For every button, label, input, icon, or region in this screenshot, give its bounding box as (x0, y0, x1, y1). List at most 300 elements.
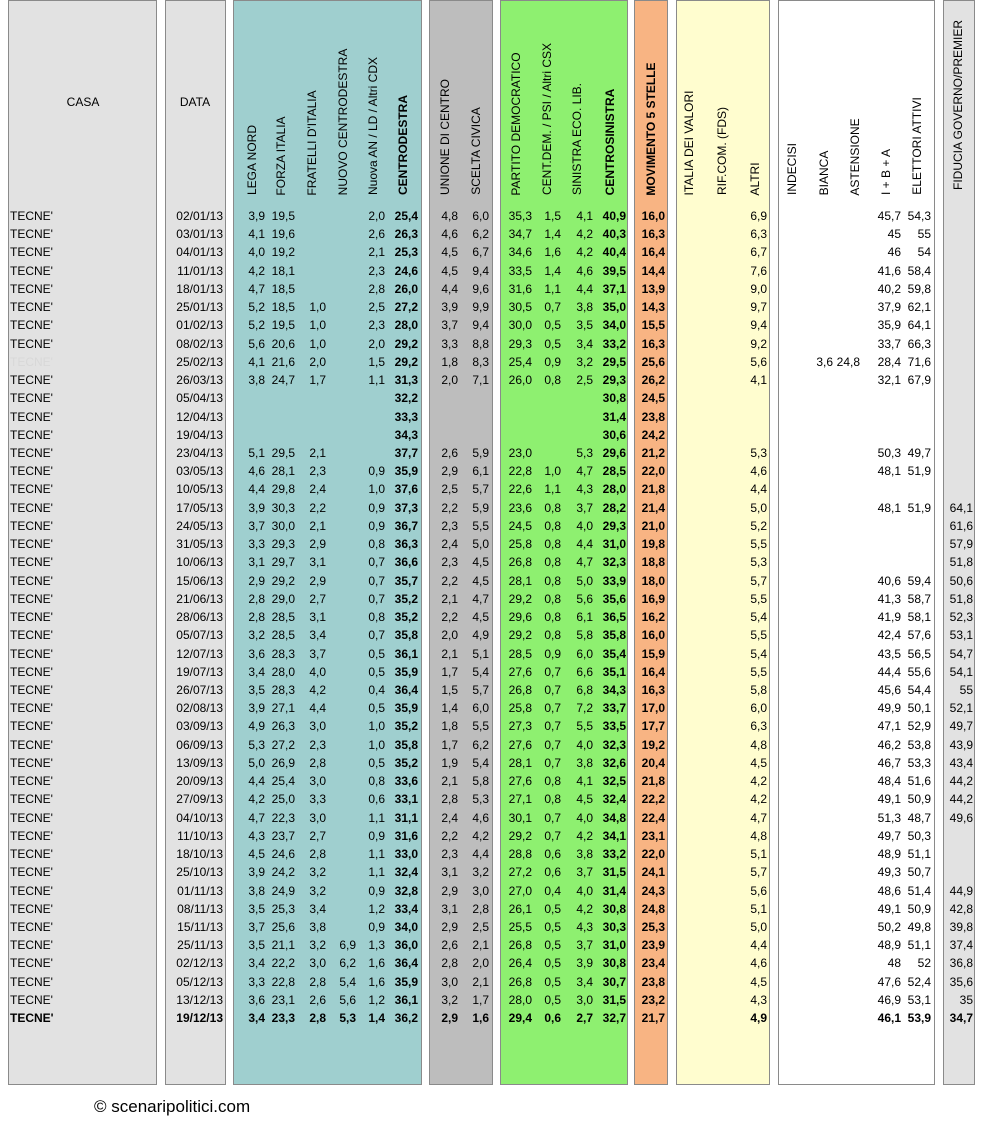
cdem-cell: 0,9 (544, 646, 561, 661)
fid-cell: 44,2 (949, 774, 973, 789)
nan-cell: 2,1 (368, 245, 385, 260)
data-cell: 02/12/13 (176, 956, 223, 971)
m5s-cell: 21,8 (641, 482, 665, 497)
csx-cell: 28,0 (602, 482, 626, 497)
udc-cell: 1,8 (441, 354, 458, 369)
altri-cell: 6,0 (750, 701, 767, 716)
ea-cell: 52 (917, 956, 931, 971)
ea-cell: 66,3 (907, 336, 931, 351)
iba-cell: 48,1 (877, 464, 901, 479)
lega-cell: 3,8 (248, 373, 265, 388)
altri-cell: 4,2 (750, 792, 767, 807)
fi-cell: 21,1 (271, 938, 295, 953)
iba-cell: 40,2 (877, 281, 901, 296)
lega-cell: 4,4 (248, 774, 265, 789)
sel-cell: 4,2 (576, 901, 593, 916)
csx-cell: 33,5 (602, 719, 626, 734)
m5s-cell: 25,6 (641, 354, 665, 369)
ea-cell: 53,9 (907, 1011, 931, 1026)
sc-cell: 4,5 (472, 573, 489, 588)
lega-cell: 3,7 (248, 518, 265, 533)
udc-cell: 1,9 (441, 755, 458, 770)
casa-cell: TECNE' (10, 956, 53, 971)
sc-cell: 8,3 (472, 354, 489, 369)
altri-cell: 4,6 (750, 464, 767, 479)
m5s-cell: 17,7 (641, 719, 665, 734)
casa-cell: TECNE' (10, 682, 53, 697)
cdem-cell: 0,7 (544, 719, 561, 734)
table-row (0, 754, 985, 772)
casa-cell: TECNE' (10, 500, 53, 515)
udc-cell: 2,9 (441, 883, 458, 898)
table-row (0, 280, 985, 298)
cdem-cell: 0,8 (544, 792, 561, 807)
csx-cell: 31,5 (602, 865, 626, 880)
fdi-cell: 3,4 (309, 628, 326, 643)
sel-cell: 2,7 (576, 1011, 593, 1026)
cdx-cell: 36,3 (394, 537, 418, 552)
cdem-cell: 0,7 (544, 701, 561, 716)
altri-cell: 9,2 (750, 336, 767, 351)
sc-cell: 4,5 (472, 555, 489, 570)
cdx-cell: 34,3 (394, 427, 418, 442)
altri-cell: 4,4 (750, 938, 767, 953)
sc-cell: 9,6 (472, 281, 489, 296)
ea-cell: 71,6 (907, 354, 931, 369)
cdem-cell: 0,8 (544, 555, 561, 570)
fi-cell: 24,6 (271, 847, 295, 862)
csx-cell: 37,1 (602, 281, 626, 296)
table-row (0, 371, 985, 389)
m5s-cell: 22,0 (641, 464, 665, 479)
fid-cell: 39,8 (949, 919, 973, 934)
lega-cell: 3,4 (248, 664, 265, 679)
lega-cell: 4,9 (248, 719, 265, 734)
table-row (0, 1009, 985, 1027)
ea-cell: 53,1 (907, 992, 931, 1007)
header-nan: Nuova AN / LD / Altri CDX (366, 56, 380, 196)
casa-cell: TECNE' (10, 810, 53, 825)
data-cell: 12/04/13 (176, 409, 223, 424)
cdem-cell: 1,1 (544, 281, 561, 296)
fid-cell: 54,1 (949, 664, 973, 679)
sel-cell: 7,2 (576, 701, 593, 716)
casa-cell: TECNE' (10, 974, 53, 989)
cdx-cell: 35,9 (394, 974, 418, 989)
table-row (0, 207, 985, 225)
sel-cell: 6,6 (576, 664, 593, 679)
pd-cell: 33,5 (508, 263, 532, 278)
iba-cell: 37,9 (877, 300, 901, 315)
fi-cell: 28,5 (271, 628, 295, 643)
lega-cell: 4,2 (248, 792, 265, 807)
fi-cell: 22,2 (271, 956, 295, 971)
table-row (0, 608, 985, 626)
ncd-cell: 6,2 (339, 956, 356, 971)
sel-cell: 4,5 (576, 792, 593, 807)
cdem-cell: 0,7 (544, 300, 561, 315)
nan-cell: 0,9 (368, 464, 385, 479)
csx-cell: 36,5 (602, 610, 626, 625)
fid-cell: 53,1 (949, 628, 973, 643)
cdx-cell: 28,0 (394, 318, 418, 333)
casa-cell: TECNE' (10, 555, 53, 570)
csx-cell: 33,7 (602, 701, 626, 716)
table-row (0, 645, 985, 663)
data-cell: 24/05/13 (176, 518, 223, 533)
sc-cell: 2,8 (472, 901, 489, 916)
m5s-cell: 16,9 (641, 591, 665, 606)
ncd-cell: 5,3 (339, 1011, 356, 1026)
data-cell: 20/09/13 (176, 774, 223, 789)
fid-cell: 55 (959, 682, 973, 697)
cdx-cell: 31,1 (394, 810, 418, 825)
lega-cell: 3,5 (248, 938, 265, 953)
cdem-cell: 0,8 (544, 610, 561, 625)
csx-cell: 31,5 (602, 992, 626, 1007)
udc-cell: 2,9 (441, 464, 458, 479)
m5s-cell: 18,8 (641, 555, 665, 570)
cdem-cell: 0,7 (544, 664, 561, 679)
m5s-cell: 16,4 (641, 664, 665, 679)
sc-cell: 5,3 (472, 792, 489, 807)
csx-cell: 31,0 (602, 938, 626, 953)
fi-cell: 29,0 (271, 591, 295, 606)
pd-cell: 29,6 (508, 610, 532, 625)
fid-cell: 52,3 (949, 610, 973, 625)
nan-cell: 1,6 (368, 974, 385, 989)
fdi-cell: 1,0 (309, 318, 326, 333)
data-cell: 12/07/13 (176, 646, 223, 661)
ncd-cell: 6,9 (339, 938, 356, 953)
sel-cell: 3,8 (576, 755, 593, 770)
iba-cell: 33,7 (877, 336, 901, 351)
iba-cell: 41,9 (877, 610, 901, 625)
altri-cell: 4,3 (750, 992, 767, 1007)
ea-cell: 51,6 (907, 774, 931, 789)
fi-cell: 24,7 (271, 373, 295, 388)
csx-cell: 32,3 (602, 555, 626, 570)
sel-cell: 4,0 (576, 883, 593, 898)
data-cell: 01/11/13 (177, 883, 223, 898)
pd-cell: 25,5 (508, 919, 532, 934)
fi-cell: 25,6 (271, 919, 295, 934)
fdi-cell: 4,0 (309, 664, 326, 679)
table-row (0, 426, 985, 444)
fid-cell: 57,9 (949, 537, 973, 552)
nan-cell: 0,9 (368, 919, 385, 934)
fi-cell: 28,0 (271, 664, 295, 679)
altri-cell: 5,6 (750, 883, 767, 898)
fi-cell: 19,6 (271, 227, 295, 242)
ea-cell: 54 (917, 245, 931, 260)
lega-cell: 5,6 (248, 336, 265, 351)
table-row (0, 790, 985, 808)
cdx-cell: 35,2 (394, 591, 418, 606)
cdem-cell: 0,4 (544, 883, 561, 898)
cdx-cell: 32,4 (394, 865, 418, 880)
pd-cell: 27,6 (508, 774, 532, 789)
csx-cell: 30,8 (602, 391, 626, 406)
altri-cell: 4,6 (750, 956, 767, 971)
m5s-cell: 22,2 (641, 792, 665, 807)
pd-cell: 27,0 (508, 883, 532, 898)
casa-cell: TECNE' (10, 445, 53, 460)
sel-cell: 3,7 (576, 938, 593, 953)
pd-cell: 25,8 (508, 537, 532, 552)
casa-cell: TECNE' (10, 1011, 54, 1026)
cdx-cell: 35,9 (394, 664, 418, 679)
casa-cell: TECNE' (10, 537, 53, 552)
cdem-cell: 0,5 (544, 992, 561, 1007)
pd-cell: 23,0 (508, 445, 532, 460)
nan-cell: 1,5 (368, 354, 385, 369)
fid-cell: 37,4 (949, 938, 973, 953)
fdi-cell: 3,1 (309, 610, 326, 625)
table-row (0, 900, 985, 918)
altri-cell: 5,4 (750, 646, 767, 661)
header-csx: CENTROSINISTRA (603, 88, 617, 195)
fdi-cell: 2,3 (309, 737, 326, 752)
pd-cell: 29,2 (508, 628, 532, 643)
udc-cell: 3,7 (441, 318, 458, 333)
sel-cell: 5,8 (576, 628, 593, 643)
m5s-cell: 25,3 (641, 919, 665, 934)
lega-cell: 2,8 (248, 591, 265, 606)
lega-cell: 3,9 (248, 701, 265, 716)
fdi-cell: 2,8 (309, 755, 326, 770)
cdem-cell: 1,4 (544, 227, 561, 242)
udc-cell: 2,2 (441, 828, 458, 843)
header-ea: ELETTORI ATTIVI (910, 97, 924, 195)
udc-cell: 2,3 (441, 847, 458, 862)
m5s-cell: 14,3 (641, 300, 665, 315)
cdx-cell: 36,4 (394, 956, 418, 971)
sel-cell: 4,6 (576, 263, 593, 278)
fi-cell: 19,5 (271, 209, 295, 223)
fdi-cell: 4,2 (309, 682, 326, 697)
m5s-cell: 16,3 (641, 336, 665, 351)
ea-cell: 59,8 (907, 281, 931, 296)
cdem-cell: 0,5 (544, 974, 561, 989)
header-cdem: CENT.DEM. / PSI / Altri CSX (540, 42, 554, 196)
cdem-cell: 0,7 (544, 682, 561, 697)
altri-cell: 9,4 (750, 318, 767, 333)
ea-cell: 51,1 (907, 938, 931, 953)
fi-cell: 29,3 (271, 537, 295, 552)
cdx-cell: 36,1 (394, 992, 418, 1007)
fdi-cell: 2,7 (309, 591, 326, 606)
ncd-cell: 5,6 (339, 992, 356, 1007)
sel-cell: 4,0 (576, 737, 593, 752)
lega-cell: 3,4 (248, 956, 265, 971)
m5s-cell: 24,1 (641, 865, 665, 880)
pd-cell: 27,6 (508, 737, 532, 752)
sc-cell: 1,7 (472, 992, 489, 1007)
table-row (0, 936, 985, 954)
nan-cell: 0,5 (368, 701, 385, 716)
fdi-cell: 2,0 (309, 354, 326, 369)
csx-cell: 32,7 (602, 1011, 626, 1026)
data-cell: 06/09/13 (176, 737, 223, 752)
udc-cell: 2,5 (441, 482, 458, 497)
header-altri: ALTRI (748, 161, 762, 196)
pd-cell: 27,6 (508, 664, 532, 679)
sel-cell: 4,3 (576, 482, 593, 497)
altri-cell: 5,1 (750, 847, 767, 862)
nan-cell: 0,8 (368, 610, 385, 625)
data-cell: 26/03/13 (176, 373, 223, 388)
data-cell: 23/04/13 (176, 445, 223, 460)
altri-cell: 9,0 (750, 281, 767, 296)
m5s-cell: 24,8 (641, 901, 665, 916)
sc-cell: 5,5 (472, 518, 489, 533)
casa-cell: TECNE' (10, 737, 53, 752)
lega-cell: 3,9 (248, 209, 265, 223)
cdx-cell: 37,3 (394, 500, 418, 515)
m5s-cell: 16,0 (641, 628, 665, 643)
data-cell: 05/04/13 (176, 391, 223, 406)
casa-cell: TECNE' (10, 354, 53, 369)
fi-cell: 18,5 (271, 281, 295, 296)
table-row (0, 480, 985, 498)
altri-cell: 5,0 (750, 919, 767, 934)
fdi-cell: 3,1 (309, 555, 326, 570)
header-iba: I + B + A (879, 148, 893, 196)
fi-cell: 29,7 (271, 555, 295, 570)
csx-cell: 34,8 (602, 810, 626, 825)
sel-cell: 3,8 (576, 847, 593, 862)
iba-cell: 48,4 (877, 774, 901, 789)
nan-cell: 2,6 (368, 227, 385, 242)
pd-cell: 27,2 (508, 865, 532, 880)
fdi-cell: 3,2 (309, 938, 326, 953)
m5s-cell: 24,5 (641, 391, 665, 406)
ea-cell: 53,3 (907, 755, 931, 770)
cdx-cell: 36,6 (394, 555, 418, 570)
lega-cell: 3,9 (248, 865, 265, 880)
sel-cell: 4,0 (576, 518, 593, 533)
pd-cell: 26,1 (508, 901, 532, 916)
m5s-cell: 16,3 (641, 682, 665, 697)
csx-cell: 29,6 (602, 445, 626, 460)
ea-cell: 56,5 (907, 646, 931, 661)
cdem-cell: 0,5 (544, 919, 561, 934)
sel-cell: 4,4 (576, 537, 593, 552)
ea-cell: 52,4 (907, 974, 931, 989)
nan-cell: 1,2 (368, 992, 385, 1007)
fi-cell: 23,1 (271, 992, 295, 1007)
cdx-cell: 29,2 (394, 336, 418, 351)
fdi-cell: 3,2 (309, 883, 326, 898)
csx-cell: 32,5 (602, 774, 626, 789)
udc-cell: 3,3 (441, 336, 458, 351)
table-row (0, 827, 985, 845)
cdx-cell: 36,1 (394, 646, 418, 661)
nan-cell: 1,1 (368, 373, 385, 388)
cdem-cell: 0,7 (544, 828, 561, 843)
cdem-cell: 0,8 (544, 774, 561, 789)
cdx-cell: 33,0 (394, 847, 418, 862)
m5s-cell: 23,1 (641, 828, 665, 843)
fdi-cell: 2,8 (309, 847, 326, 862)
table-row (0, 663, 985, 681)
nan-cell: 0,6 (368, 792, 385, 807)
m5s-cell: 23,4 (641, 956, 665, 971)
casa-cell: TECNE' (10, 610, 53, 625)
fid-cell: 49,6 (949, 810, 973, 825)
fdi-cell: 2,6 (309, 992, 326, 1007)
iba-cell: 35,9 (877, 318, 901, 333)
data-cell: 19/12/13 (176, 1011, 223, 1026)
nan-cell: 1,0 (368, 719, 385, 734)
altri-cell: 4,7 (750, 810, 767, 825)
fi-cell: 18,5 (271, 300, 295, 315)
cdem-cell: 0,7 (544, 810, 561, 825)
cdx-cell: 32,8 (394, 883, 418, 898)
lega-cell: 5,3 (248, 737, 265, 752)
fdi-cell: 3,3 (309, 792, 326, 807)
cdx-cell: 35,2 (394, 755, 418, 770)
ea-cell: 64,1 (907, 318, 931, 333)
nan-cell: 0,7 (368, 628, 385, 643)
iba-cell: 41,3 (877, 591, 901, 606)
table-row (0, 553, 985, 571)
fid-cell: 51,8 (949, 555, 973, 570)
pd-cell: 22,8 (508, 464, 532, 479)
casa-cell: TECNE' (10, 865, 53, 880)
sel-cell: 6,0 (576, 646, 593, 661)
fi-cell: 19,2 (271, 245, 295, 260)
pd-cell: 24,5 (508, 518, 532, 533)
m5s-cell: 21,2 (641, 445, 665, 460)
sel-cell: 4,2 (576, 245, 593, 260)
udc-cell: 3,9 (441, 300, 458, 315)
nan-cell: 1,1 (368, 865, 385, 880)
cdx-cell: 35,9 (394, 701, 418, 716)
pd-cell: 25,8 (508, 701, 532, 716)
cdx-cell: 35,2 (394, 719, 418, 734)
altri-cell: 5,2 (750, 518, 767, 533)
sc-cell: 6,1 (472, 464, 489, 479)
ast-cell: 24,8 (836, 354, 860, 369)
cdx-cell: 25,4 (394, 209, 418, 223)
data-cell: 11/10/13 (177, 828, 223, 843)
altri-cell: 5,5 (750, 628, 767, 643)
csx-cell: 30,6 (602, 427, 626, 442)
sc-cell: 3,2 (472, 865, 489, 880)
iba-cell: 47,6 (877, 974, 901, 989)
fi-cell: 28,3 (271, 646, 295, 661)
data-cell: 18/01/13 (176, 281, 223, 296)
casa-cell: TECNE' (10, 518, 53, 533)
m5s-cell: 23,8 (641, 974, 665, 989)
udc-cell: 2,9 (441, 919, 458, 934)
iba-cell: 45,6 (877, 682, 901, 697)
sc-cell: 6,2 (472, 227, 489, 242)
lega-cell: 2,8 (248, 610, 265, 625)
sel-cell: 4,3 (576, 919, 593, 934)
altri-cell: 4,5 (750, 974, 767, 989)
pd-cell: 29,2 (508, 828, 532, 843)
lega-cell: 3,7 (248, 919, 265, 934)
casa-cell: TECNE' (10, 263, 53, 278)
ea-cell: 51,4 (907, 883, 931, 898)
nan-cell: 2,8 (368, 281, 385, 296)
fi-cell: 29,2 (271, 573, 295, 588)
iba-cell: 50,2 (877, 919, 901, 934)
cdx-cell: 36,7 (394, 518, 418, 533)
